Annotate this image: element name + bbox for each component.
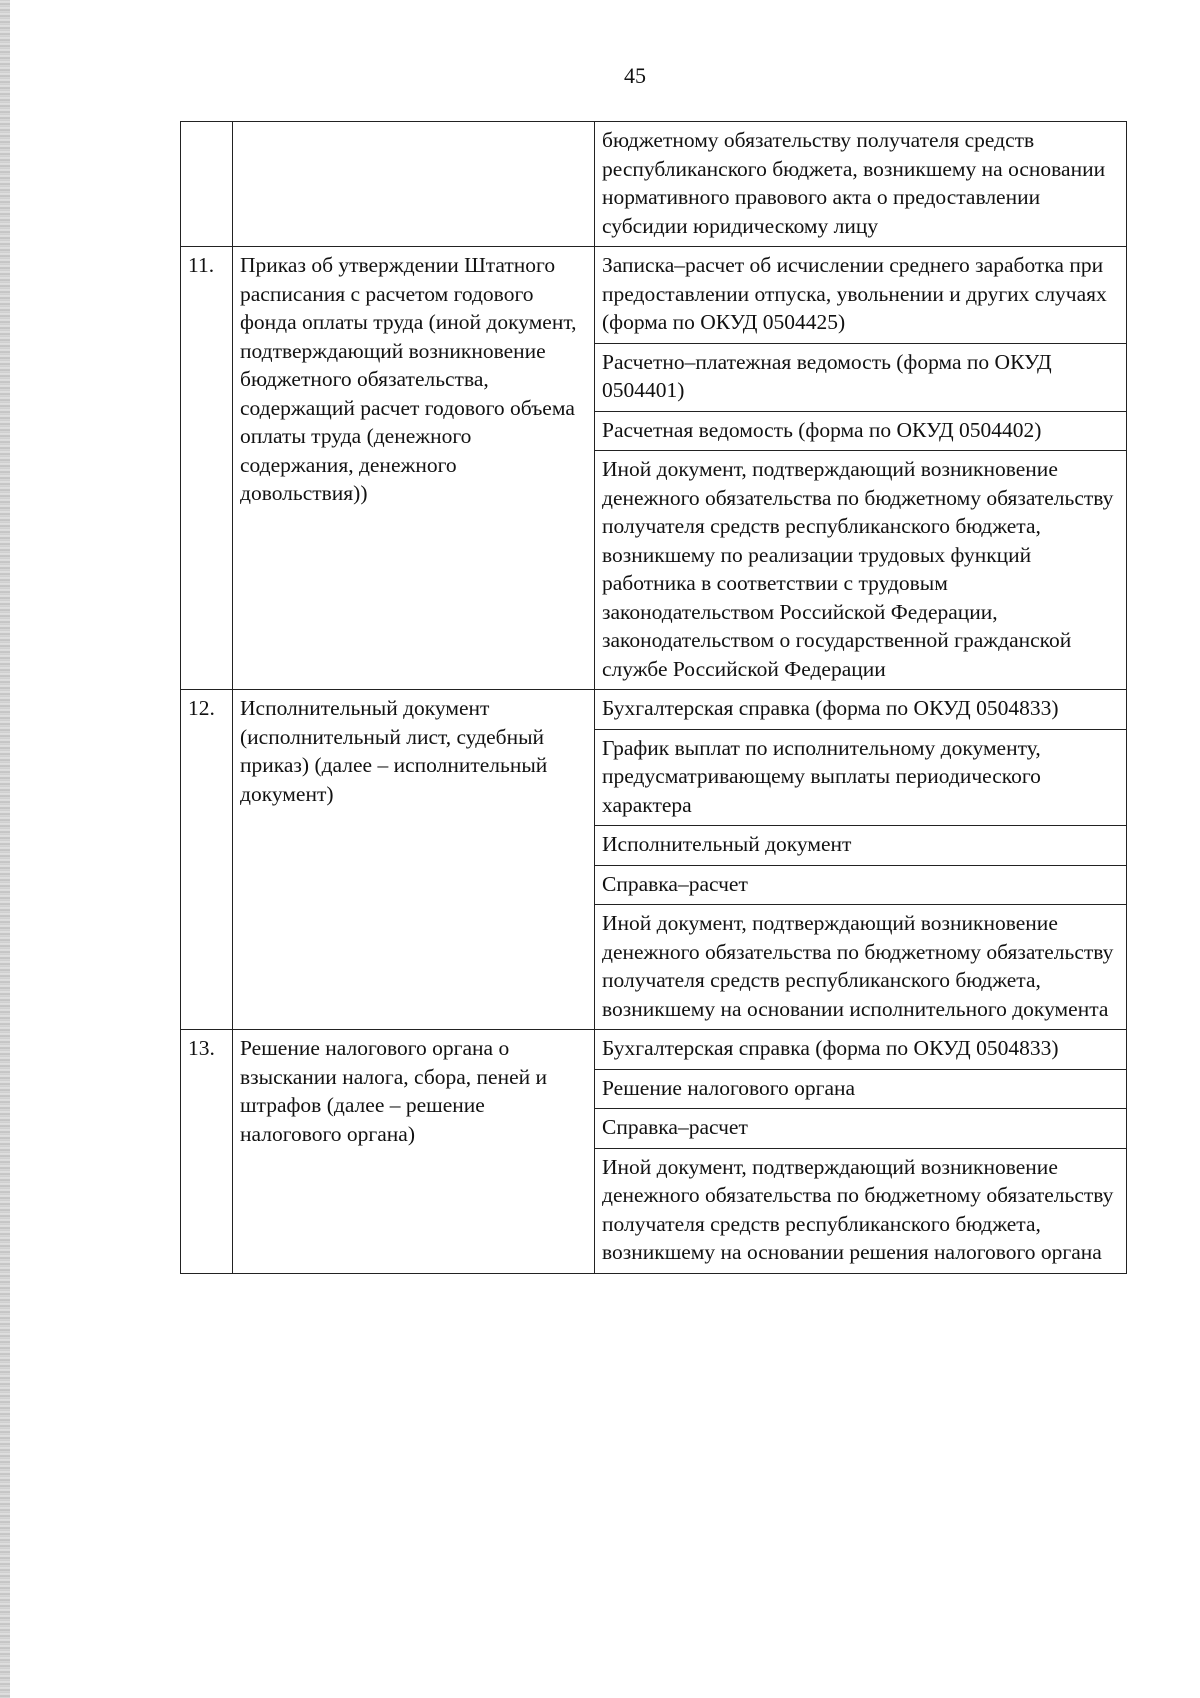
documents-table: [180, 121, 1127, 1274]
sub-document-cell: Бухгалтерская справка (форма по ОКУД 0504833): [595, 690, 1127, 730]
sub-document-cell: Справка–расчет: [595, 865, 1127, 905]
sub-document-cell: Расчетно–платежная ведомость (форма по ОКУД 0504401): [595, 343, 1127, 411]
row-number-cell: 13.: [181, 1030, 233, 1274]
scan-edge: [0, 0, 10, 1698]
row-number-cell: 11.: [181, 247, 233, 690]
primary-document-cell: Исполнительный документ (исполнительный лист, судебный приказ) (далее – исполнительный документ): [233, 690, 595, 1030]
sub-document-cell: Иной документ, подтверждающий возникновение денежного обязательства по бюджетному обязательству получателя средств республиканского бюджета, возникшему на основании исполнительного документа: [595, 905, 1127, 1030]
primary-document-cell: Приказ об утверждении Штатного расписания с расчетом годового фонда оплаты труда (иной документ, подтверждающий возникновение бюджетного обязательства, содержащий расчет годового объема оплаты труда (денежного содержания, денежного довольствия)): [233, 247, 595, 690]
row-number-cell: 12.: [181, 690, 233, 1030]
primary-document-cell: Решение налогового органа о взыскании налога, сбора, пеней и штрафов (далее – решение налогового органа): [233, 1030, 595, 1274]
row-number-cell: [181, 122, 233, 247]
sub-document-cell: Записка–расчет об исчислении среднего заработка при предоставлении отпуска, увольнении и других случаях (форма по ОКУД 0504425): [595, 247, 1127, 344]
sub-document-cell: бюджетному обязательству получателя средств республиканского бюджета, возникшему на основании нормативного правового акта о предоставлении субсидии юридическому лицу: [595, 122, 1127, 247]
primary-document-cell: [233, 122, 595, 247]
sub-document-cell: Решение налогового органа: [595, 1069, 1127, 1109]
sub-document-cell: Иной документ, подтверждающий возникновение денежного обязательства по бюджетному обязательству получателя средств республиканского бюджета, возникшему на основании решения налогового органа: [595, 1148, 1127, 1273]
sub-document-cell: Иной документ, подтверждающий возникновение денежного обязательства по бюджетному обязательству получателя средств республиканского бюджета, возникшему по реализации трудовых функций работника в соответствии с трудовым законодательством Российской Федерации, законодательством о государственной гражданской службе Российской Федерации: [595, 451, 1127, 690]
sub-document-cell: Исполнительный документ: [595, 826, 1127, 866]
table-row-13: [181, 1030, 1127, 1070]
table-row-continuation: [181, 122, 1127, 247]
sub-document-cell: Бухгалтерская справка (форма по ОКУД 0504833): [595, 1030, 1127, 1070]
page-number: 45: [624, 63, 646, 88]
sub-document-cell: Расчетная ведомость (форма по ОКУД 0504402): [595, 411, 1127, 451]
table-row-11: [181, 247, 1127, 344]
sub-document-cell: График выплат по исполнительному документу, предусматривающему выплаты периодического характера: [595, 729, 1127, 826]
sub-document-cell: Справка–расчет: [595, 1109, 1127, 1149]
table-row-12: [181, 690, 1127, 730]
